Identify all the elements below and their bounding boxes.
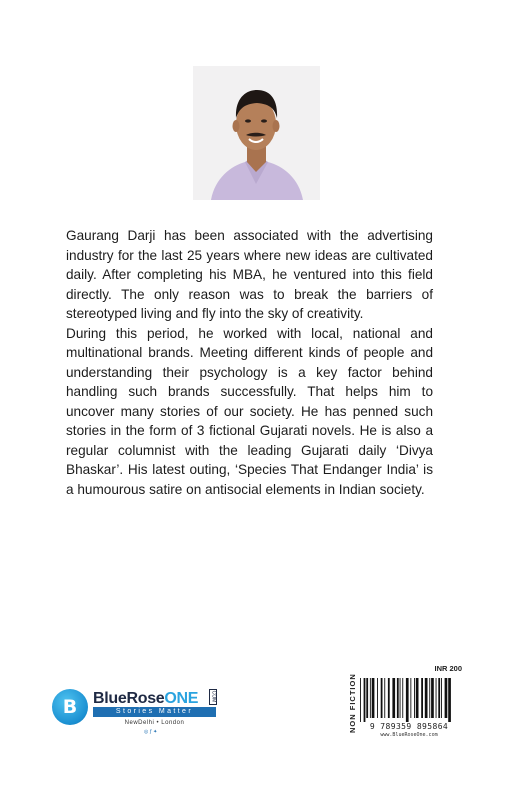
twitter-icon: ✦ xyxy=(153,729,159,735)
barcode-bar xyxy=(372,678,375,718)
barcode-bar xyxy=(397,678,399,718)
barcode-bar xyxy=(445,678,448,718)
social-icons xyxy=(144,729,158,735)
barcode-bar xyxy=(429,678,430,718)
publisher-name-part-1: BlueRose xyxy=(93,690,165,707)
barcode-bar xyxy=(406,678,409,722)
facebook-icon: ƒ xyxy=(149,729,154,735)
publisher-locations: NewDelhi • London xyxy=(124,720,185,726)
barcode-bar xyxy=(402,678,403,718)
publisher-tagline: Stories Matter xyxy=(93,707,216,717)
barcode-bar xyxy=(400,678,401,718)
barcode-bar xyxy=(416,678,419,718)
isbn-number: 9 789359 895864 xyxy=(369,722,449,731)
barcode-bar xyxy=(436,678,437,718)
barcode-bar xyxy=(441,678,442,718)
barcode-bar xyxy=(377,678,378,718)
publisher-name xyxy=(93,690,198,708)
barcode-bar xyxy=(438,678,440,718)
barcode-icon xyxy=(354,676,464,724)
barcode-bar xyxy=(421,678,423,718)
author-portrait-icon xyxy=(193,66,320,200)
publisher-logo xyxy=(52,685,222,735)
barcode-bar xyxy=(431,678,434,718)
price-label: INR 200 xyxy=(434,664,462,673)
instagram-icon: ◎ xyxy=(144,729,150,735)
publisher-name-part-2: ONE xyxy=(164,690,199,707)
author-photo xyxy=(193,66,320,200)
barcode-bar xyxy=(370,678,371,718)
barcode-bar xyxy=(366,678,368,718)
barcode-bar xyxy=(360,678,361,722)
barcode-bar xyxy=(425,678,428,718)
publisher-superscript: COM xyxy=(209,689,217,705)
publisher-website: www.BlueRoseOne.com xyxy=(380,732,438,738)
publisher-logo-emblem xyxy=(52,689,88,725)
barcode-bar xyxy=(392,678,395,718)
category-label: NON FICTION xyxy=(348,673,357,733)
barcode-bar xyxy=(381,678,383,718)
barcode-bar xyxy=(410,678,411,718)
barcode-bar xyxy=(364,678,366,722)
barcode-bar xyxy=(388,678,390,718)
bio-paragraph-1: Gaurang Darji has been associated with the advertising industry for the last 25 years where new ideas are cultivated daily. After completing his MBA, he ventured into this field directly. The only reason was to break the barriers of stereotyped living and fly into the sky of creativity. xyxy=(66,228,433,321)
author-bio xyxy=(66,226,433,499)
barcode-bar xyxy=(414,678,415,718)
publisher-logo-letter: B xyxy=(62,696,78,718)
barcode-bar xyxy=(448,678,451,722)
barcode-bar xyxy=(384,678,385,718)
bio-paragraph-2: During this period, he worked with local, national and multinational brands. Meeting different kinds of people and understanding their psychology is a key factor behind handling such brands successfully. That helps him to uncover many stories of our society. He has penned such stories in the form of 3 fictional Gujarati novels. He is also a regular columnist with the leading Gujarati daily ‘Divya Bhaskar’. His latest outing, ‘Species That Endanger India’ is a humourous satire on antisocial elements in Indian society. xyxy=(66,325,433,497)
